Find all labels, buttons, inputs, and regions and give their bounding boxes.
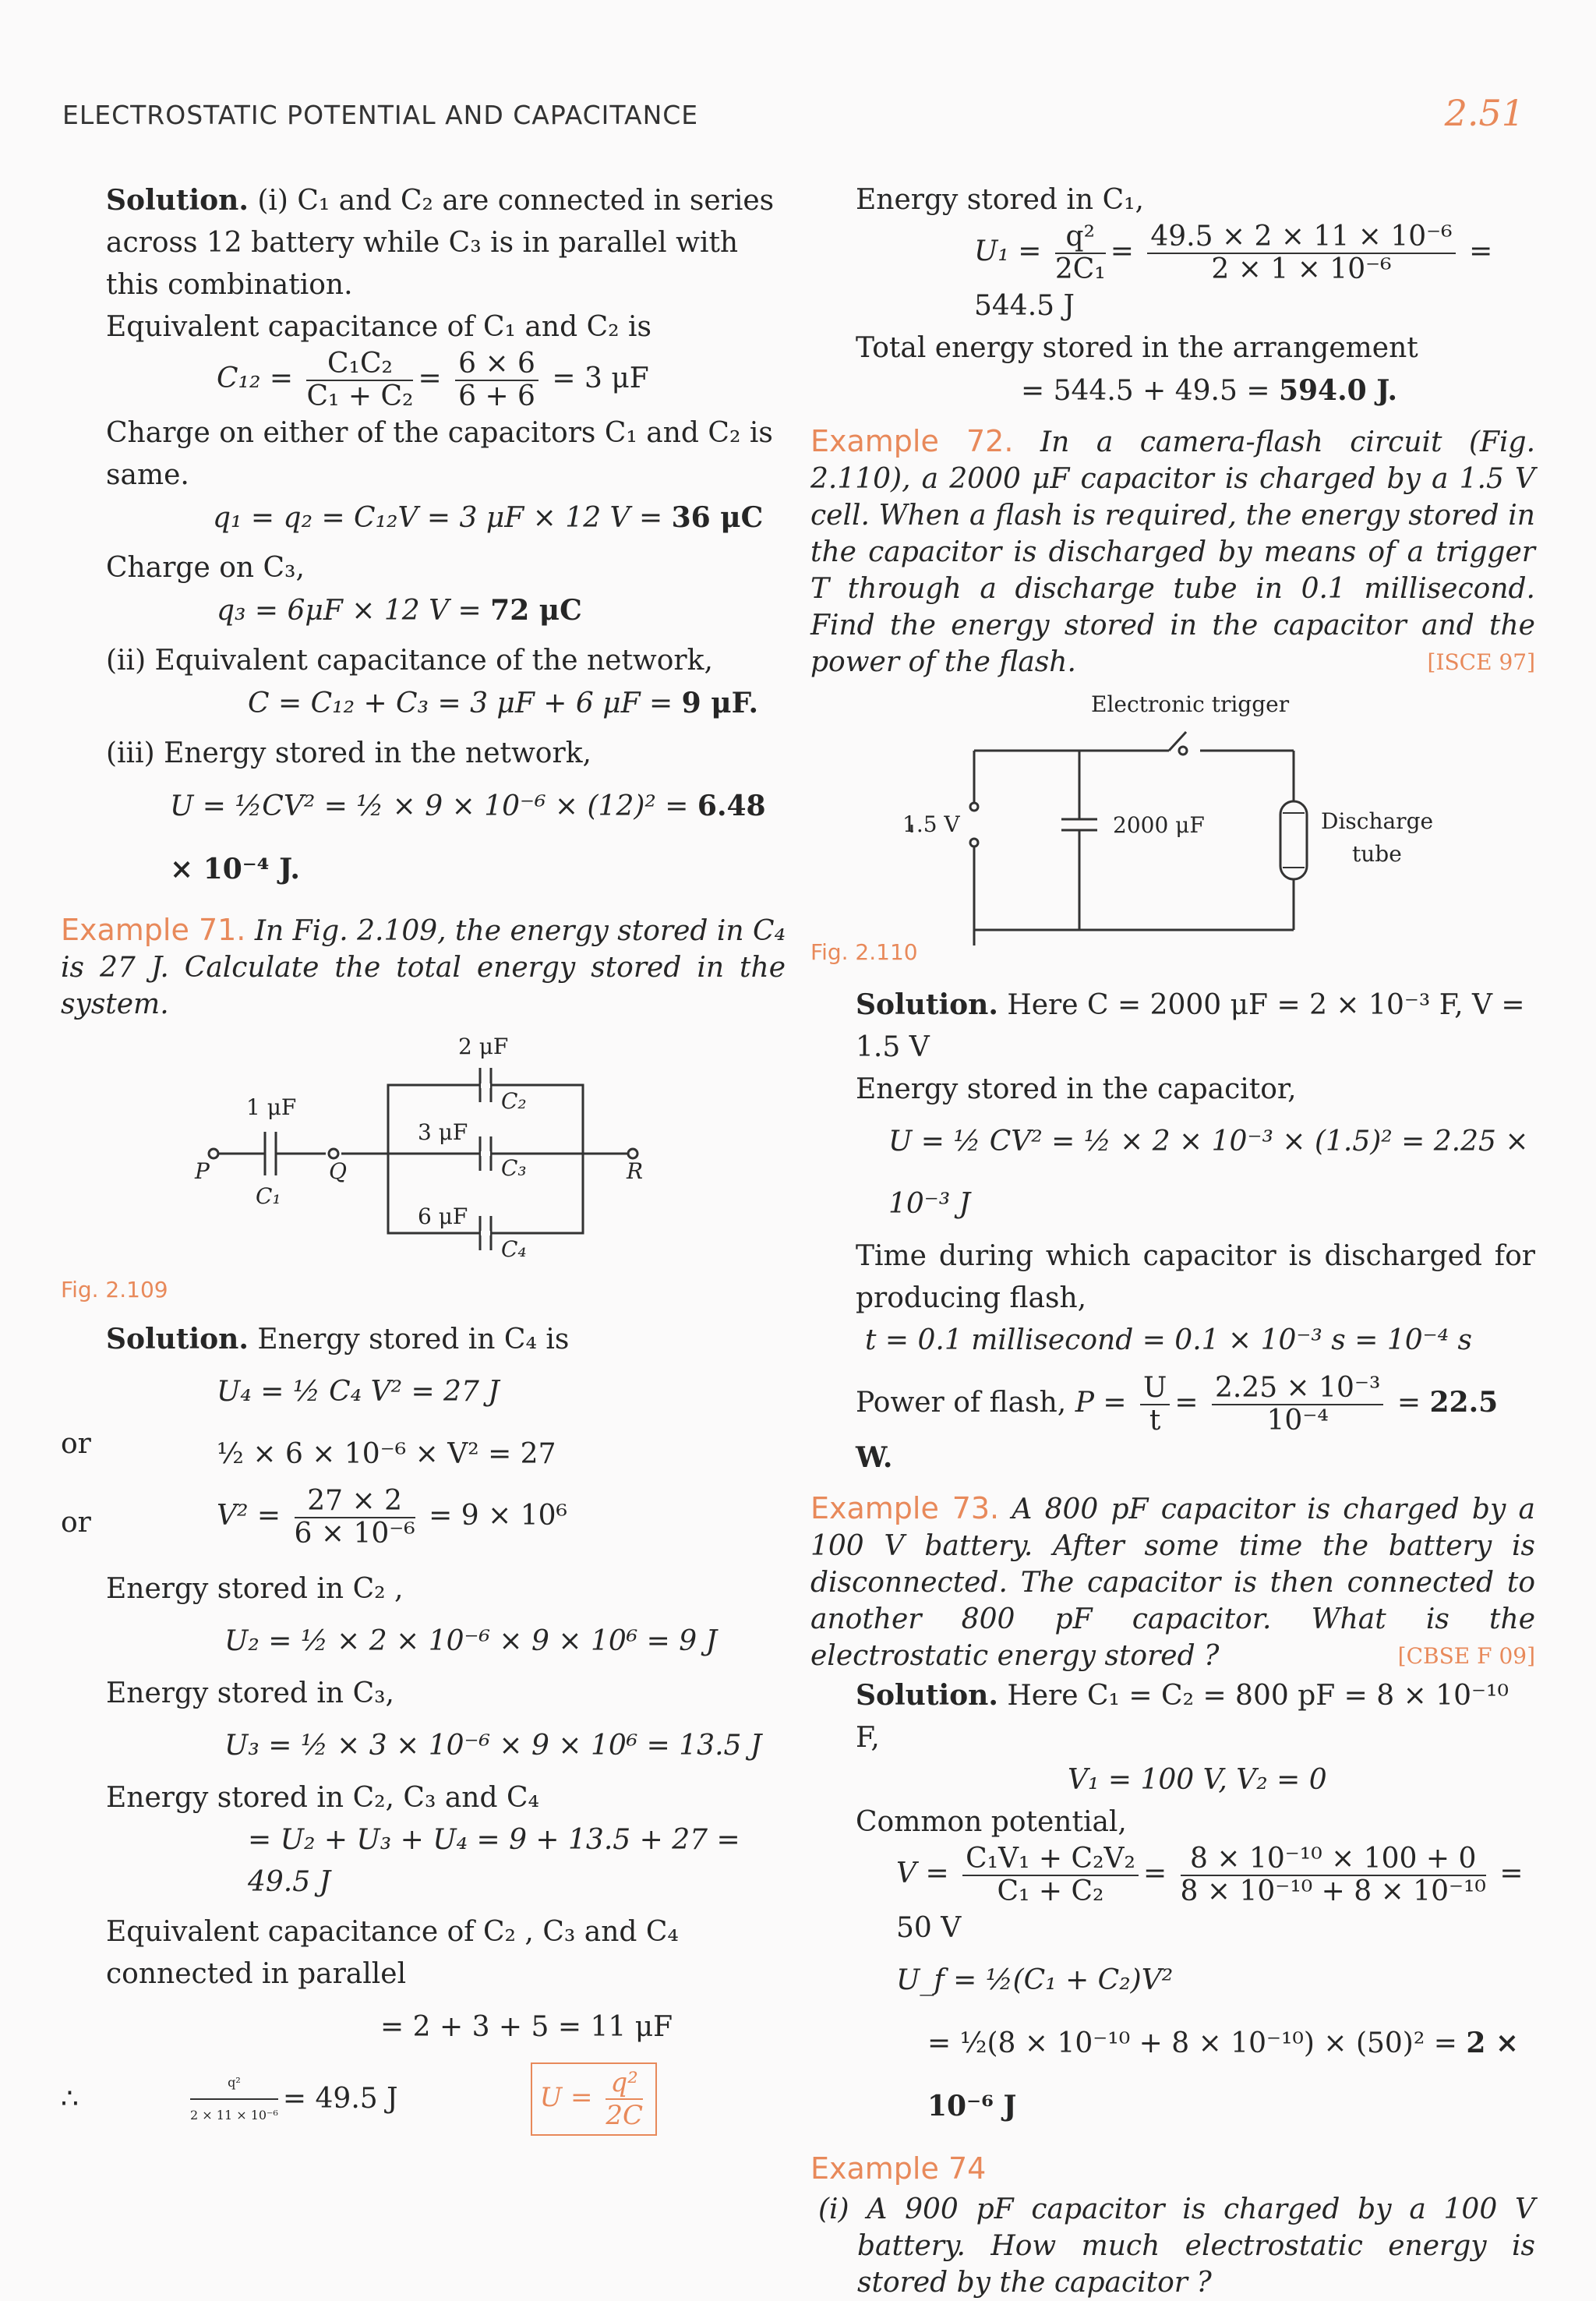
solution-73-heading: Solution. xyxy=(856,1679,998,1712)
example-73-ref: [CBSE F 09] xyxy=(1397,1643,1535,1669)
example-72-text: In a camera-flash circuit (Fig. 2.110), a 2000 μF capacitor is charged by a 1.5 V cell. When a flash is required, the energy stored in the capacitor is discharged by means of a trigger T through a discharge tube in 0.1 millisecond. Find the energy stored in the capacitor and the power of the flash. xyxy=(810,426,1536,678)
fig110-voltage-label: 1.5 V xyxy=(902,811,960,837)
q3-result: 72 μC xyxy=(490,594,582,627)
time-text: Time during which capacitor is discharged for producing flash, xyxy=(856,1240,1535,1314)
power-result: 22.5 W. xyxy=(856,1386,1499,1474)
fig-2-110-caption: Fig. 2.110 xyxy=(810,939,918,965)
or-row-1 xyxy=(61,1423,786,1486)
page-number: 2.51 xyxy=(1444,92,1524,134)
u3-equation xyxy=(61,1715,786,1777)
energy-c2-label: Energy stored in C₂ , xyxy=(106,1573,404,1605)
u3-eq: U₃ = ½ × 3 × 10⁻⁶ × 9 × 10⁶ = 13.5 J xyxy=(224,1730,762,1762)
or-2-lhs: V² = xyxy=(217,1500,281,1532)
u72-eq: U = ½ CV² = ½ × 2 × 10⁻³ × (1.5)² = 2.25 × 10⁻³ J xyxy=(888,1126,1529,1220)
or-2-den: 6 × 10⁻⁶ xyxy=(294,1518,415,1550)
v-lhs: V = xyxy=(896,1857,949,1889)
fig109-c4-value: 6 μF xyxy=(418,1204,468,1229)
u2-eq: U₂ = ½ × 2 × 10⁻⁶ × 9 × 10⁶ = 9 J xyxy=(224,1625,718,1657)
c12-equation: C₁₂ = $\frac{\text{C₁C₂}}{\text{C₁ + C₂}}$ = $\frac{6 \times 6}{6 + 6}$ = 3 μF xyxy=(217,348,649,412)
sum-eq: = U₂ + U₃ + U₄ = 9 + 13.5 + 27 = 49.5 J xyxy=(248,1824,740,1898)
uf-equation xyxy=(810,1949,1535,2012)
example-73-text: A 800 pF capacitor is charged by a 100 V battery. After some time the battery is disconnected. The capacitor is then connected to another 800 pF capacitor. What is the electrostatic energy stored ? xyxy=(810,1493,1535,1672)
power-den2: 10⁻⁴ xyxy=(1266,1405,1329,1437)
running-header: ELECTROSTATIC POTENTIAL AND CAPACITANCE xyxy=(62,100,699,130)
eq-par xyxy=(61,1911,786,1995)
uf2-result: 2 × 10⁻⁶ J xyxy=(927,2027,1520,2123)
v-equation: V = $\frac{\text{C₁V₁ + C₂V₂}}{\text{C₁ + C₂}}$ = $\frac{\text{8 × 10⁻¹⁰ × 100 + 0}}{\text{8 × 10⁻¹⁰ + 8 × 10⁻¹⁰}}$ = 50 V xyxy=(896,1843,1524,1944)
fig110-trigger-label: Electronic trigger xyxy=(1091,691,1290,717)
or-2-num: 27 × 2 xyxy=(295,1486,415,1518)
common-potential-label: Common potential, xyxy=(856,1806,1127,1838)
iii-eq: U = ½CV² = ½ × 9 × 10⁻⁶ × (12)² = xyxy=(170,790,689,822)
u1-num1: q² xyxy=(1055,221,1106,254)
u1-num2: 49.5 × 2 × 11 × 10⁻⁶ xyxy=(1147,221,1455,254)
v-num1: C₁V₁ + C₂V₂ xyxy=(962,1843,1139,1876)
c12-num2: 6 × 6 xyxy=(455,348,538,381)
or-1-eq: ½ × 6 × 10⁻⁶ × V² = 27 xyxy=(217,1438,556,1470)
example-71-text: In Fig. 2.109, the energy stored in C₄ is 27 J. Calculate the total energy stored in the system. xyxy=(61,915,786,1020)
example-72 xyxy=(810,423,1535,680)
solution-72 xyxy=(810,984,1535,1069)
or-1: or xyxy=(61,1428,91,1460)
box-lhs: U = xyxy=(539,2082,593,2113)
c12-num1: C₁C₂ xyxy=(306,348,413,381)
solution-heading: Solution. xyxy=(106,184,249,217)
energy-c3-label: Energy stored in C₃, xyxy=(106,1677,394,1709)
solution-72-heading: Solution. xyxy=(856,988,998,1021)
charge-c3: Charge on C₃, xyxy=(106,552,305,584)
sol73-v: V₁ = 100 V, V₂ = 0 xyxy=(1068,1764,1327,1796)
v-num2: 8 × 10⁻¹⁰ × 100 + 0 xyxy=(1181,1843,1486,1876)
uf2-eq: = ½(8 × 10⁻¹⁰ + 8 × 10⁻¹⁰) × (50)² = xyxy=(927,2027,1457,2059)
solution-71 xyxy=(61,1318,786,1361)
c12-den2: 6 + 6 xyxy=(458,380,535,412)
solution-71-heading: Solution. xyxy=(106,1323,249,1356)
eq-cap-label: Equivalent capacitance of C₁ and C₂ is xyxy=(106,311,651,343)
u4-eq: U₄ = ½ C₄ V² = 27 J xyxy=(217,1376,500,1408)
power-label: Power of flash, xyxy=(856,1387,1067,1419)
iii-result: 6.48 × 10⁻⁴ J. xyxy=(170,790,766,885)
u1-lhs: U₁ = xyxy=(974,235,1042,267)
u1-equation: U₁ = $\frac{\text{q²}}{\text{2C₁}}$ = $\frac{\text{49.5 × 2 × 11 × 10⁻⁶}}{\text{2 × 1 × 10⁻⁶}}$ = 544.5 J xyxy=(974,221,1493,322)
t-equation xyxy=(810,1320,1535,1362)
u2-equation xyxy=(61,1610,786,1673)
therefore-symbol: ∴ xyxy=(61,2083,79,2115)
figure-2-110 xyxy=(810,680,1535,945)
box-den: 2C xyxy=(606,2100,643,2131)
final-num: q² xyxy=(190,2067,278,2100)
part-ii-equation xyxy=(61,682,786,725)
final-row xyxy=(61,2062,786,2136)
part-iii-equation xyxy=(61,775,786,901)
example-73 xyxy=(810,1490,1535,1674)
q-result: 36 μC xyxy=(671,501,764,534)
fig110-tube-label-1: Discharge xyxy=(1321,808,1434,834)
or-2-result: = 9 × 10⁶ xyxy=(429,1500,567,1532)
final-den: 2 × 11 × 10⁻⁶ xyxy=(190,2108,278,2123)
power-lhs: P = xyxy=(1075,1387,1127,1419)
fig109-c4-label: C₄ xyxy=(501,1236,527,1262)
fig109-c2-value: 2 μF xyxy=(458,1034,509,1059)
fig110-tube-label-2: tube xyxy=(1352,841,1402,867)
total-equation xyxy=(810,369,1535,412)
figure-2-109 xyxy=(61,1023,786,1280)
power-equation: Power of flash, P = $\frac{U}{t}$ = $\frac{\text{2.25 × 10⁻³}}{\text{10⁻⁴}}$ = 22.5 W. xyxy=(856,1372,1499,1474)
solution-71-text: Energy stored in C₄ is xyxy=(257,1324,570,1356)
power-num2: 2.25 × 10⁻³ xyxy=(1212,1373,1383,1405)
power-num1: U xyxy=(1140,1373,1170,1405)
fig109-c1-value: 1 μF xyxy=(246,1094,297,1120)
solution-73-voltages xyxy=(810,1759,1535,1801)
total-eq: = 544.5 + 49.5 = xyxy=(1021,375,1270,407)
v-den1: C₁ + C₂ xyxy=(997,1875,1104,1907)
fig109-c1-label: C₁ xyxy=(256,1183,281,1209)
example-72-label: Example 72. xyxy=(810,424,1014,458)
u1-result: = 544.5 J xyxy=(974,235,1493,322)
right-column xyxy=(810,179,1535,2301)
ii-eq: C = C₁₂ + C₃ = 3 μF + 6 μF = xyxy=(248,687,673,719)
c12-result: = 3 μF xyxy=(552,362,649,394)
q3-equation xyxy=(61,589,786,632)
c12-lhs: C₁₂ = xyxy=(217,362,294,394)
u1-den2: 2 × 1 × 10⁻⁶ xyxy=(1211,253,1392,285)
energy-c1-label: Energy stored in C₁, xyxy=(856,184,1144,216)
solution-72-given: Here C = 2000 μF = 2 × 10⁻³ F, V = 1.5 V xyxy=(856,989,1525,1063)
or-row-2 xyxy=(61,1486,786,1561)
u72-equation xyxy=(810,1111,1535,1235)
example-71 xyxy=(61,912,786,1023)
charge-same: Charge on either of the capacitors C₁ and C₂ is same. xyxy=(106,417,773,491)
fig109-c3-value: 3 μF xyxy=(418,1119,468,1145)
power-den1: t xyxy=(1149,1405,1161,1437)
v-den2: 8 × 10⁻¹⁰ + 8 × 10⁻¹⁰ xyxy=(1180,1875,1486,1907)
example-74 xyxy=(810,2151,1535,2188)
solution-73 xyxy=(810,1674,1535,1759)
par-sum: = 2 + 3 + 5 = 11 μF xyxy=(380,2011,673,2043)
energy-cap-label: Energy stored in the capacitor, xyxy=(856,1073,1297,1105)
fig109-p-label: P xyxy=(195,1158,210,1184)
example-73-label: Example 73. xyxy=(810,1491,1000,1525)
q3-eq: q₃ = 6μF × 12 V = xyxy=(217,595,482,627)
t-eq: t = 0.1 millisecond = 0.1 × 10⁻³ s = 10⁻⁴ s xyxy=(865,1324,1472,1356)
c12-den1: C₁ + C₂ xyxy=(306,380,414,412)
q-eq: q₁ = q₂ = C₁₂V = 3 μF × 12 V = xyxy=(213,502,663,534)
part-ii-text: (ii) Equivalent capacitance of the network, xyxy=(106,645,713,677)
u4-equation xyxy=(61,1361,786,1423)
example-74-text: (i) A 900 pF capacitor is charged by a 100 V battery. How much electrostatic energy is stored by the capacitor ? xyxy=(818,2193,1535,2299)
solution-73-given: Here C₁ = C₂ = 800 pF = 8 × 10⁻¹⁰ F, xyxy=(856,1680,1509,1754)
power-equals: = xyxy=(1396,1387,1421,1419)
total-text: Total energy stored in the arrangement xyxy=(856,332,1418,364)
box-num: q² xyxy=(606,2067,643,2100)
or-2: or xyxy=(61,1507,91,1539)
solution-intro xyxy=(61,179,786,306)
uf2-equation xyxy=(810,2012,1535,2138)
final-result: = 49.5 J xyxy=(282,2083,398,2115)
energy-formula-box xyxy=(531,2062,657,2136)
part-iii-text: (iii) Energy stored in the network, xyxy=(106,737,591,769)
fig109-c3-label: C₃ xyxy=(501,1155,527,1181)
sum-equation xyxy=(61,1819,786,1903)
total-result: 594.0 J. xyxy=(1278,374,1397,407)
energy-c234-label: Energy stored in C₂, C₃ and C₄ xyxy=(106,1782,539,1814)
fig-2-109-caption: Fig. 2.109 xyxy=(61,1277,168,1302)
fig110-cap-label: 2000 μF xyxy=(1113,812,1205,838)
solution-intro-text: (i) C₁ and C₂ are connected in series across 12 battery while C₃ is in parallel with this combination. xyxy=(106,185,775,301)
u1-den1: 2C₁ xyxy=(1054,253,1106,285)
eq-par-text: Equivalent capacitance of C₂ , C₃ and C₄ connected in parallel xyxy=(106,1916,679,1990)
q-equation xyxy=(61,497,786,539)
ii-result: 9 μF. xyxy=(681,687,759,719)
uf-eq: U_f = ½(C₁ + C₂)V² xyxy=(896,1964,1174,1996)
fig109-r-label: R xyxy=(627,1158,644,1184)
v-result: = 50 V xyxy=(896,1857,1524,1944)
left-column xyxy=(61,179,786,2136)
example-74-label: Example 74 xyxy=(810,2151,987,2186)
fig109-c2-label: C₂ xyxy=(501,1088,527,1114)
example-72-ref: [ISCE 97] xyxy=(1427,649,1535,675)
example-71-label: Example 71. xyxy=(61,913,246,947)
fig109-q-label: Q xyxy=(329,1158,347,1184)
